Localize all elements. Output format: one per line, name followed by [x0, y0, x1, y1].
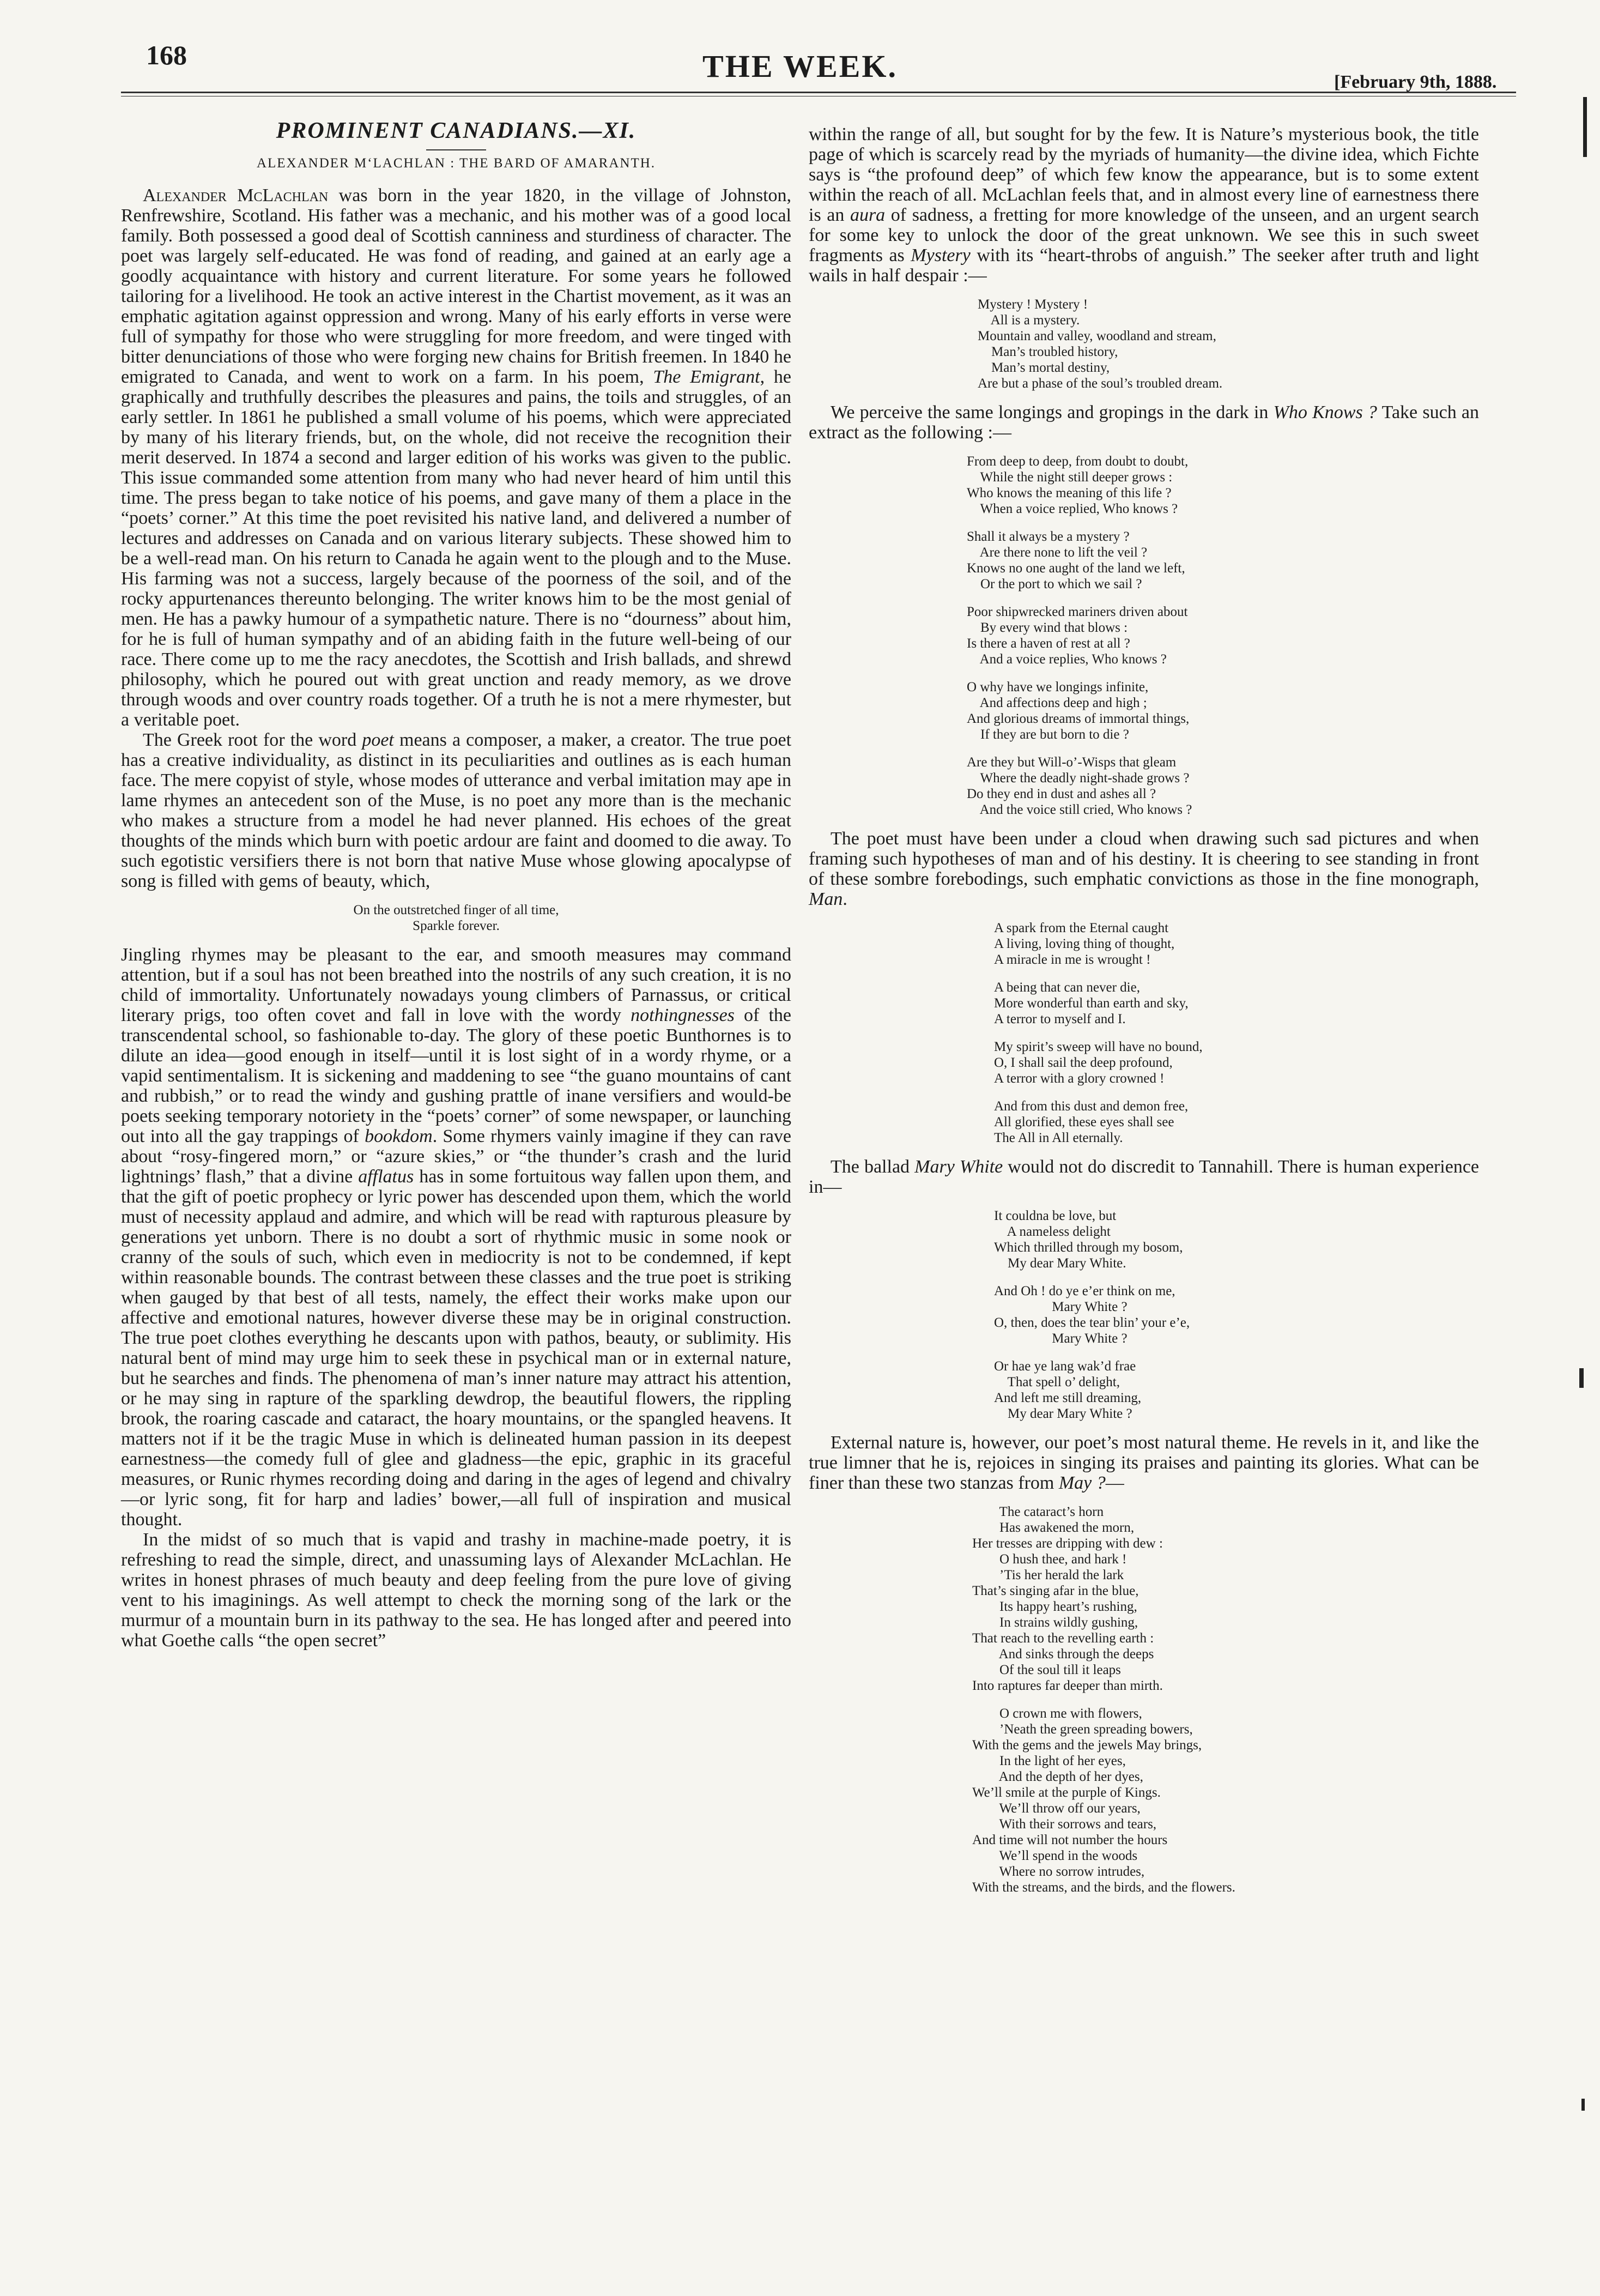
p7a-text: The poet must have been under a cloud when drawing such sad pictures and when framing such hypotheses of man and of his destiny. It is cheering to see standing in front of these sombre forebodings, such emphatic convictions as those in the fine monograph, — [809, 829, 1479, 889]
verse-line: Man’s mortal destiny, — [978, 360, 1110, 375]
p2b-text: means a composer, a maker, a creator. The true poet has a creative individuality, as distinct in its peculiarities and outlines as is each human face. The mere copyist of style, whose modes of utterance and verbal imitation may ape in lame rhymes an antecedent son of the Muse, is no poet any more than is the mechanic who makes a structure from a model he had never planned. His echoes of the great thoughts of the minds which burn with poetic ardour are faint and doomed to die away. To such egotistic versifiers there is not born that native Muse whose glowing apocalypse of song is filled with gems of beauty, which, — [121, 730, 792, 891]
verse-line: All is a mystery. — [978, 313, 1080, 328]
column-left — [121, 114, 791, 1651]
verse-line: And the depth of her dyes, — [972, 1769, 1143, 1784]
verse-line: Shall it always be a mystery ? — [967, 529, 1130, 544]
author-lead: Alexander McLachlan — [143, 185, 329, 206]
verse-line: If they are but born to die ? — [967, 727, 1129, 742]
p3c-text: . Some rhymers vainly imagine if they can rave about “rosy-fingered morn,” or “azure skies,” or “the thunder’s crash and the lurid lightnings’ flash,” that a divine — [121, 1126, 792, 1187]
header-rule-top — [121, 92, 1516, 93]
verse-line: Mary White ? — [994, 1331, 1128, 1346]
column-right — [809, 124, 1479, 1906]
verse-line: Are they but Will-o’-Wisps that gleam — [967, 755, 1177, 770]
stanza — [994, 1039, 1299, 1086]
verse-line: Or hae ye lang wak’d frae — [994, 1359, 1136, 1374]
verse-line: ’Tis her herald the lark — [972, 1568, 1124, 1582]
may-title: May ? — [1058, 1473, 1106, 1493]
stanza — [978, 297, 1326, 391]
verse-line: We’ll throw off our years, — [972, 1801, 1141, 1816]
quote-line: Sparkle forever. — [413, 919, 500, 933]
mystery-title: Mystery — [911, 245, 971, 265]
paragraph-3 — [121, 945, 791, 1530]
paragraph-6 — [809, 402, 1479, 443]
mary-white-title: Mary White — [914, 1157, 1003, 1177]
verse-line: And Oh ! do ye e’er think on me, — [994, 1284, 1175, 1298]
verse-line: In the light of her eyes, — [972, 1754, 1126, 1768]
emigrant-title: The Emigrant — [653, 367, 760, 387]
bookdom-word: bookdom — [365, 1126, 433, 1146]
article-subtitle: ALEXANDER M‘LACHLAN : THE BARD OF AMARANTH. — [256, 156, 656, 171]
stanza — [994, 1358, 1277, 1422]
p9b-text: — — [1105, 1473, 1124, 1493]
page-number: 168 — [146, 40, 187, 70]
verse-line: Who knows the meaning of this life ? — [967, 486, 1172, 500]
verse-line: Which thrilled through my bosom, — [994, 1240, 1183, 1255]
poem-man — [994, 920, 1299, 1146]
verse-line: With the streams, and the birds, and the flowers. — [972, 1880, 1235, 1895]
poet-word: poet — [362, 730, 394, 750]
p2a-text: The Greek root for the word — [143, 730, 357, 750]
p6a-text: We perceive the same longings and gropings in the dark in — [831, 402, 1269, 422]
article-title: PROMINENT CANADIANS.—XI. — [276, 118, 637, 143]
verse-line: A living, loving thing of thought, — [994, 936, 1175, 951]
p6b-text: Take such an extract as the following :— — [809, 402, 1480, 443]
poem-mary-white — [994, 1208, 1277, 1422]
verse-line: And time will not number the hours — [972, 1833, 1168, 1847]
verse-line: That reach to the revelling earth : — [972, 1631, 1154, 1646]
paragraph-4: In the midst of so much that is vapid and trashy in machine-made poetry, it is refreshing to read the simple, direct, and unassuming lays of Alexander McLachlan. He writes in honest phrases of much beauty and deep feeling from the pure love of giving vent to his imaginings. As well attempt to check the morning song of the lark or the murmur of a mountain burn in its pathway to the sea. He has longed after and peered into what Goethe calls “the open secret” — [121, 1530, 791, 1651]
stanza — [967, 604, 1305, 667]
issue-date: [February 9th, 1888. — [1334, 72, 1497, 92]
verse-line: Poor shipwrecked mariners driven about — [967, 605, 1188, 619]
man-title: Man — [809, 889, 843, 909]
stanza — [994, 1208, 1277, 1271]
verse-line: My dear Mary White. — [994, 1256, 1126, 1271]
stanza — [994, 1283, 1277, 1346]
verse-line: The cataract’s horn — [972, 1505, 1104, 1519]
stanza — [972, 1706, 1343, 1895]
p3a-text: Jingling rhymes may be pleasant to the ear, and smooth measures may command attention, but if a soul has not been breathed into the nostrils of any such creation, it is no child of immortality. Unfortunately nowadays young climbers of Parnassus, or critical literary prigs, too often covet and fall in love with the wordy — [121, 945, 791, 1025]
who-knows-title: Who Knows ? — [1273, 402, 1377, 422]
verse-line: And the voice still cried, Who knows ? — [967, 802, 1192, 817]
verse-line: Where no sorrow intrudes, — [972, 1864, 1145, 1879]
verse-line: Are but a phase of the soul’s troubled dream. — [978, 376, 1223, 391]
verse-line: With the gems and the jewels May brings, — [972, 1738, 1202, 1753]
stanza — [967, 679, 1305, 742]
verse-line: A nameless delight — [994, 1224, 1111, 1239]
scan-edge-mark — [1583, 97, 1587, 157]
stanza — [972, 1504, 1343, 1694]
p1-text: was born in the year 1820, in the village of Johnston, Renfrewshire, Scotland. His father was a mechanic, and his mother was of a good local family. Both possessed a good deal of Scottish canniness and sturdiness of character. The poet was largely self-educated. He was fond of reading, and gained at an early age a goodly acquaintance with history and current literature. For some years he followed tailoring for a livelihood. He took an active interest in the Chartist movement, as it was an emphatic agitation against oppression and wrong. Many of his early efforts in verse were full of sympathy for those who were struggling for more freedom, and were tinged with bitter denunciations of those who were forging new chains for British freemen. In 1840 he emigrated to Canada, and went to work on a farm. In his poem, — [121, 185, 792, 387]
verse-line: O hush thee, and hark ! — [972, 1552, 1127, 1567]
verse-line: ’Neath the green spreading bowers, — [972, 1722, 1193, 1737]
paragraph-9 — [809, 1433, 1479, 1493]
paragraph-8 — [809, 1157, 1479, 1197]
verse-line: All glorified, these eyes shall see — [994, 1115, 1174, 1129]
stanza — [994, 920, 1299, 968]
verse-line: Is there a haven of rest at all ? — [967, 636, 1130, 651]
verse-line: Mystery ! Mystery ! — [978, 297, 1088, 312]
quote-outstretched — [121, 902, 791, 934]
masthead: THE WEEK. — [702, 49, 898, 84]
verse-line: More wonderful than earth and sky, — [994, 996, 1189, 1011]
verse-line: Its happy heart’s rushing, — [972, 1599, 1137, 1614]
verse-line: And a voice replies, Who knows ? — [967, 652, 1167, 667]
verse-line: That spell o’ delight, — [994, 1375, 1120, 1389]
verse-line: My spirit’s sweep will have no bound, — [994, 1040, 1203, 1054]
verse-line: Has awakened the morn, — [972, 1520, 1135, 1535]
verse-line: Her tresses are dripping with dew : — [972, 1536, 1163, 1551]
verse-line: In strains wildly gushing, — [972, 1615, 1138, 1630]
p5a-text: within the range of all, but sought for by the few. It is Nature’s mysterious book, the title page of which is scarcely read by the myriads of humanity—the divine idea, which Fichte says is “the profound deep” of which few know the appearance, but is to some extent within the reach of all. McLachlan feels that, and in almost every line of earnestness there is an — [809, 124, 1479, 225]
p8b-text: would not do discredit to Tannahill. There is human experience in— — [809, 1157, 1480, 1197]
scan-edge-mark — [1579, 1368, 1584, 1388]
verse-line: And from this dust and demon free, — [994, 1099, 1189, 1114]
verse-line: Do they end in dust and ashes all ? — [967, 787, 1156, 801]
verse-line: While the night still deeper grows : — [967, 470, 1173, 485]
stanza — [967, 754, 1305, 818]
verse-line: Man’s troubled history, — [978, 345, 1118, 359]
verse-line: Into raptures far deeper than mirth. — [972, 1678, 1163, 1693]
p5c-text: with its “heart-throbs of anguish.” The seeker after truth and light wails in half despair :— — [809, 245, 1480, 286]
p3b-text: of the transcendental school, so fashionable to-day. The glory of these poetic Bunthornes is to dilute an idea—good enough in itself—until it is lost sight of in a wordy rhyme, or a vapid sentimentalism. It is sickening and maddening to see “the guano mountains of cant and rubbish,” or to read the windy and gushing prattle of inane versifiers and would-be poets seeking temporary notoriety in the “poets’ corner” of some newspaper, or launching out into all the gay trappings of — [121, 1005, 791, 1146]
verse-line: And affections deep and high ; — [967, 696, 1147, 710]
verse-line: Mountain and valley, woodland and stream, — [978, 329, 1216, 343]
verse-line: And sinks through the deeps — [972, 1647, 1154, 1661]
verse-line: Of the soul till it leaps — [972, 1663, 1121, 1677]
verse-line: And glorious dreams of immortal things, — [967, 711, 1190, 726]
p1b-text: , he graphically and truthfully describes the pleasures and pains, the toils and struggles, of an early settler. In 1861 he published a small volume of his poems, which were appreciated by many of his literary friends, but, on the whole, did not receive the recognition their merit deserved. In 1874 a second and larger edition of his works was given to the public. This issue commanded some attention from many who had never heard of him until this time. The press began to take notice of his poems, and gave many of them a place in the “poets’ corner.” At this time the poet revisited his native land, and delivered a number of lectures and addresses on Canada and on various literary subjects. These showed him to be a well-read man. On his return to Canada he again went to the plough and to the Muse. His farming was not a success, largely because of the poorness of the soil, and of the rocky appurtenances thereunto belonging. The writer knows him to be the most genial of men. He has a pawky humour of a sympathetic nature. There is no “dourness” about him, for he is full of human sympathy and of an abiding faith in the future well-being of our race. There come up to me the racy anecdotes, the Scottish and Irish ballads, and shrewd philosophy, which he poured out with great unction and ready memory, as we drove through woods and over country roads together. Of a truth he is not a mere rhymester, but a veritable poet. — [121, 367, 792, 730]
verse-line: Where the deadly night-shade grows ? — [967, 771, 1190, 786]
p3d-text: has in some fortuitous way fallen upon them, and that the gift of poetic prophecy or lyric power has descended upon them, which the world must of necessity applaud and admire, and which will be read with rapturous pleasure by generations yet unborn. There is no doubt a sort of rhythmic music in some nook or cranny of the souls of such, which even in mediocrity is not to be condemned, if kept within reasonable bounds. The contrast between these classes and the true poet is striking when gauged by that best of all tests, namely, the effect their works make upon our affective and emotional natures, however diverse these may be in original construction. The true poet clothes everything he descants upon with pathos, beauty, or sublimity. His natural bent of mind may urge him to seek these in psychical man or in external nature, but he searches and finds. The phenomena of man’s inner nature may attract his attention, or he may sing in rapture of the sparkling dewdrop, the beautiful flowers, the rippling brook, the roaring cascade and cataract, the hoary mountains, or the spangled heavens. It matters not if it be the tragic Muse in which is delineated human passion in its deepest earnestness—the comedy full of glee and gladness—the epic, graphic in its graceful measures, or Runic rhymes recording doing and daring in the ages of legend and chivalry—or lyric song, fit for harp and ladies’ bower,—all full of inspiration and musical thought. — [121, 1167, 792, 1530]
verse-line: By every wind that blows : — [967, 620, 1128, 635]
verse-line: A miracle in me is wrought ! — [994, 952, 1151, 967]
paragraph-7 — [809, 829, 1479, 909]
verse-line: It couldna be love, but — [994, 1209, 1117, 1223]
verse-line: And left me still dreaming, — [994, 1391, 1142, 1405]
verse-line: We’ll smile at the purple of Kings. — [972, 1785, 1161, 1800]
verse-line: O, then, does the tear blin’ your e’e, — [994, 1315, 1190, 1330]
verse-line: O why have we longings infinite, — [967, 680, 1149, 694]
poem-mystery — [978, 297, 1326, 391]
verse-line: Mary White ? — [994, 1300, 1128, 1314]
verse-line: That’s singing afar in the blue, — [972, 1584, 1139, 1598]
verse-line: Knows no one aught of the land we left, — [967, 561, 1185, 576]
title-rule — [426, 149, 486, 150]
verse-line: From deep to deep, from doubt to doubt, — [967, 454, 1189, 469]
verse-line: We’ll spend in the woods — [972, 1848, 1138, 1863]
stanza — [994, 980, 1299, 1027]
scan-edge-mark — [1581, 2099, 1585, 2111]
verse-line: A terror to myself and I. — [994, 1012, 1126, 1026]
p7b-text: . — [843, 889, 847, 909]
verse-line: My dear Mary White ? — [994, 1406, 1132, 1421]
paragraph-5 — [809, 124, 1479, 286]
verse-line: A being that can never die, — [994, 980, 1140, 995]
stanza — [994, 1098, 1299, 1146]
verse-line: A terror with a glory crowned ! — [994, 1071, 1165, 1086]
aura-word: aura — [850, 205, 886, 225]
afflatus-word: afflatus — [358, 1167, 414, 1187]
nothingnesses-word: nothingnesses — [631, 1005, 735, 1025]
verse-line: Are there none to lift the veil ? — [967, 545, 1148, 560]
verse-line: O, I shall sail the deep profound, — [994, 1055, 1173, 1070]
verse-line: When a voice replied, Who knows ? — [967, 502, 1178, 516]
verse-line: The All in All eternally. — [994, 1131, 1123, 1145]
verse-line: O crown me with flowers, — [972, 1706, 1142, 1721]
paragraph-2 — [121, 730, 791, 891]
poem-may — [972, 1504, 1343, 1895]
p5b-text: of sadness, a fretting for more knowledge of the unseen, and an urgent search for some key to unlock the door of the great unknown. We see this in such sweet fragments as — [809, 205, 1479, 265]
stanza — [967, 454, 1305, 517]
p9a-text: External nature is, however, our poet’s most natural theme. He revels in it, and like the true limner that he is, rejoices in singing its praises and painting its glories. What can be finer than these two stanzas from — [809, 1433, 1479, 1493]
stanza — [967, 529, 1305, 592]
verse-line: Or the port to which we sail ? — [967, 577, 1142, 591]
verse-line: With their sorrows and tears, — [972, 1817, 1157, 1832]
paragraph-1 — [121, 185, 791, 730]
p8a-text: The ballad — [831, 1157, 910, 1177]
quote-line: On the outstretched finger of all time, — [353, 903, 559, 917]
poem-who-knows — [967, 454, 1305, 818]
verse-line: A spark from the Eternal caught — [994, 921, 1169, 935]
